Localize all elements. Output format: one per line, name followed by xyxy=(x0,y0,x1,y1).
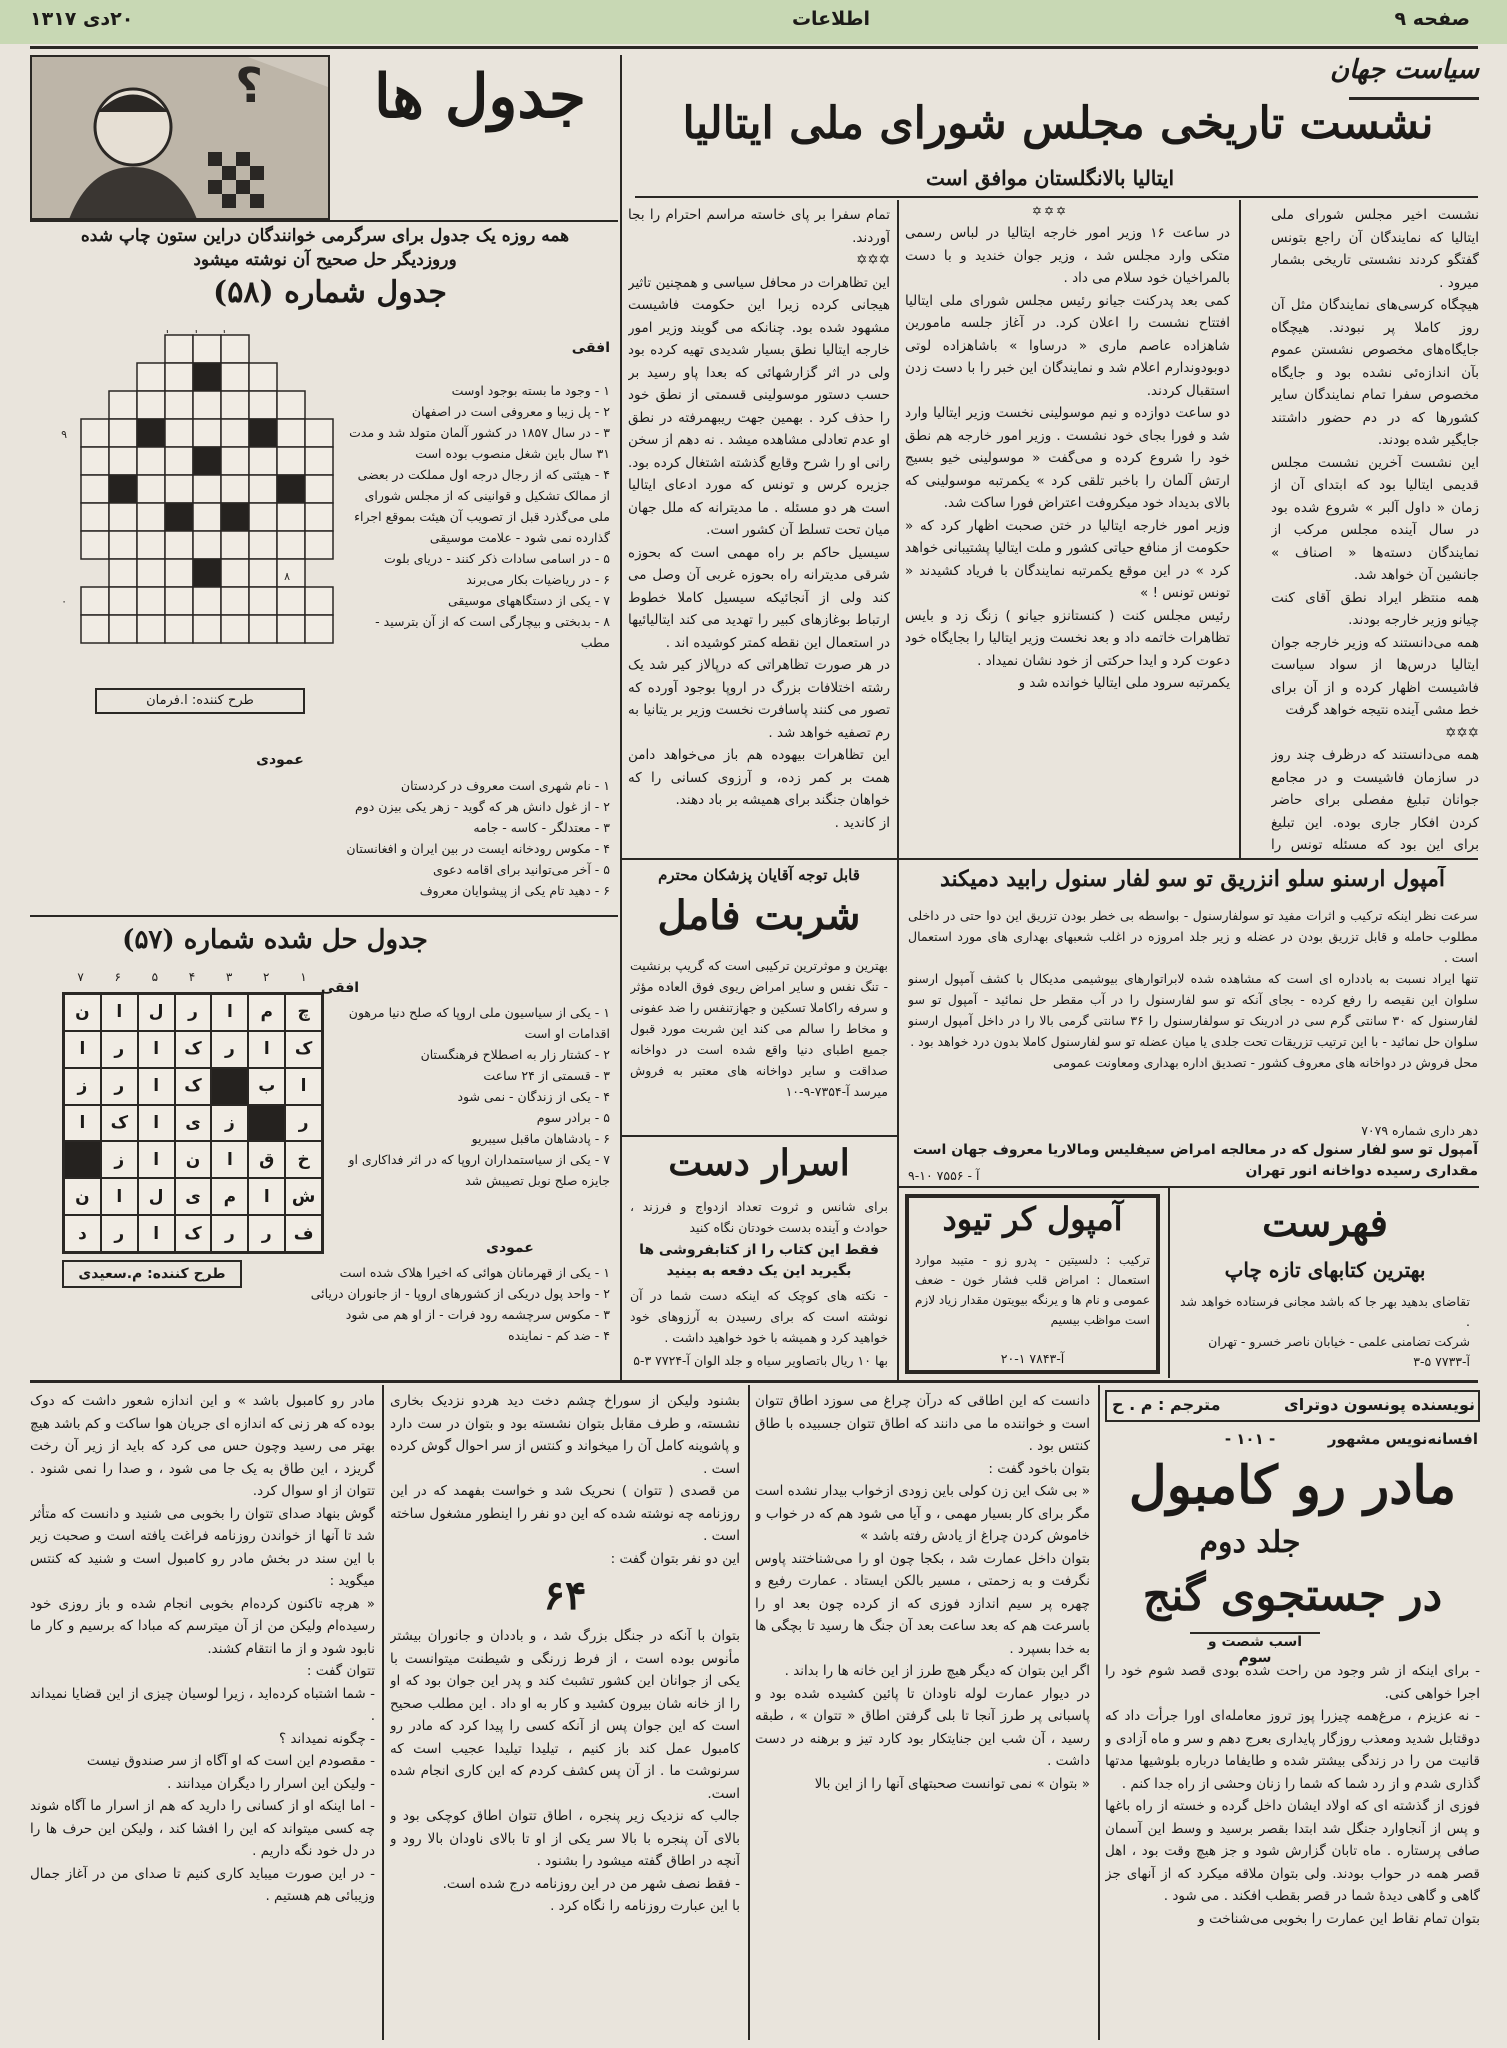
grid-letter: د xyxy=(64,1215,101,1252)
politics-headline: نشست تاریخی مجلس شورای ملی ایتالیا xyxy=(682,98,1434,149)
serial-subtitle: در جستجوی گنج xyxy=(1142,1570,1443,1621)
ampoule-footer-2: آمپول تو سو لفار سنول که در معالجه امراض سیفلیس ومالاریا معروف جهان است مقداری رسیده دواخانه انور تهران xyxy=(912,1142,1478,1179)
column-divider xyxy=(1098,1385,1100,2040)
politics-column-2: در ساعت ۱۶ وزیر امور خارجه ایتالیا در لباس رسمی متکی وارد مجلس شد ، وزیر جوان خندید و با دست بالمراخیان خود سلام می داد . کمی بعد پدرکنت جیانو رئیس مجلس شورای ملی ایتالیا افتتاح نشست را اعلان کرد. در آغاز جلسه مامورین شاهزاده عاصم ماری « درساوا » باشاهزاده لوتی دوبودوندارم اعلام شد و نمایندگان این خبر را با دست زدن استقبال کردند. دو ساعت دوازده و نیم موسولینی نخست وزیر ایتالیا وارد شد و فورا بجای خود نشست . وزیر امور خارجه هم نطق خود را شروع کرده و می‌گفت « موسولینی خیو بسیج ارتش آلمان را باخبر تلقی کرد » یکمرتبه موسولینی که بالای بدیداد خود میکروفت اعتراض فورا ساکت شد. وزیر امور خارجه ایتالیا در ختن صحبت اظهار کرد که « حکومت از منافع حیاتی کشور و ملت ایتالیا پشتیبانی خواهد کرد » در این موقع یکمرتبه نمایندگان با فریاد کشیدند « تونس تونس ! » رئیس مجلس کنت ( کنستانزو جیانو ) زنگ زد و بایس تظاهرات خاتمه داد و بعد نخست وزیر ایتالیا را بجایگاه خود دعوت کرد و ایدا حرکتی از خود نشان نمیداد . یکمرتبه سرود ملی ایتالیا خوانده شد و xyxy=(905,225,1230,691)
grid-letter: ر xyxy=(285,1105,322,1142)
svg-text:؟: ؟ xyxy=(235,58,263,114)
grid-letter: ا xyxy=(138,1215,175,1252)
crossword-illustration xyxy=(30,55,330,220)
grid-letter: ف xyxy=(285,1215,322,1252)
column-divider xyxy=(382,1385,384,2040)
serial-title: مادر رو کامبول xyxy=(1128,1455,1457,1516)
serial-part: اسب شصت و سوم xyxy=(1190,1632,1320,1656)
column-divider xyxy=(1239,200,1241,860)
secrets-footer: بها ۱۰ ریال باتصاویر سیاه و جلد الوان آ-۷۷۲۴ ۳-۵ xyxy=(633,1353,888,1368)
grid-letter: ا xyxy=(101,1178,138,1215)
page-header xyxy=(30,8,1470,38)
col-number: ۲ xyxy=(263,970,270,984)
solved-col-numbers xyxy=(62,970,322,990)
across-label: افقی xyxy=(571,340,610,356)
grid-block xyxy=(248,1105,285,1142)
svg-text:۳ xyxy=(194,330,200,336)
solved-across-clues: ۱ - یکی از سیاسیون ملی اروپا که صلح دنیا مرهون اقدامات او است ۲ - کشتار زار به اصطلاح فرهنگستان ۳ - قسمتی از ۲۴ ساعت ۴ - یکی از زندگان - نمی شود ۵ - برادر سوم ۶ - پادشاهان ماقبل سیبریو ۷ - یکی از سیاستمداران اروپا که در اثر فداکاری او جایزه صلح نوبل تصیبش شد xyxy=(348,1005,610,1188)
issue-date: ۲۰دی ۱۳۱۷ xyxy=(30,8,134,30)
svg-text:۴ xyxy=(222,330,228,336)
svg-text:۸: ۸ xyxy=(284,570,290,583)
grid-letter: ز xyxy=(211,1105,248,1142)
grid-letter: ر xyxy=(101,1031,138,1068)
grid-block xyxy=(64,1141,101,1178)
column-divider xyxy=(897,860,899,1380)
grid-letter: ن xyxy=(64,994,101,1031)
crossword-intro-1: همه روزه یک جدول برای سرگرمی خوانندگان دراین ستون چاپ شده xyxy=(80,226,570,246)
grid-letter: ک xyxy=(285,1031,322,1068)
grid-block xyxy=(211,1068,248,1105)
grid-letter: م xyxy=(211,1178,248,1215)
down-label: عمودی xyxy=(256,752,304,768)
grid-letter: ک xyxy=(175,1068,212,1105)
books-title: فهرست xyxy=(1262,1200,1388,1245)
solved-down-clues: ۱ - یکی از قهرمانان هوائی که اخیرا هلاک شده است ۲ - واحد پول دریکی از کشورهای اروپا - از جانوران دریائی ۳ - مکوس سرچشمه رود فرات - از او هم می شود ۴ - ضد کم - نماینده xyxy=(310,1265,610,1343)
secrets-body-2: - نکته های کوچک که اینکه دست شما در آن نوشته است که برای رسیدن به آرزوهای خود خواهید کرد و همیشه با خود خواهید داشت . xyxy=(630,1288,888,1345)
crossword-grid-58 xyxy=(60,330,340,680)
solved-puzzle-title: جدول حل شده شماره (۵۷) xyxy=(122,925,428,955)
col-number: ۴ xyxy=(188,970,196,984)
headline-rule xyxy=(635,196,1478,198)
books-body: تقاضای بدهید بهر جا که باشد مجانی فرستاده خواهد شد . شرکت تضامنی علمی - خیابان ناصر خسرو - تهران آ-۷۷۳۳ ۵-۳ xyxy=(1180,1294,1470,1369)
crossword-intro-2: وروزدیگر حل صحیح آن نوشته میشود xyxy=(193,250,457,270)
grid-letter: ل xyxy=(138,994,175,1031)
grid-letter: ر xyxy=(101,1068,138,1105)
svg-text:۱ xyxy=(164,330,170,336)
grid-letter: ا xyxy=(138,1068,175,1105)
ampoule-body: سرعت نظر اینکه ترکیب و اثرات مفید تو سولفارسنول - بواسطه بی خطر بودن تزریق این دوا حتی در داخلی مطلوب حامله و قابل تزریق بودن در عضله و زیر جلد امروزه در اغلب شعبهای بهداری های مورد استعمال است . تنها ایراد نسبت به بادداره ای است که مشاهده شده لابراتوارهای بیوشیمی مدیکال با کشف آمپول ارسنو سلوان این نقیصه را رفع کرده - بجای آنکه تو سو لفارسنول را در آب مقطر حل نمائید - آمپول تو سو لفارسنول که ۳۰ سانتی گرم سی در ادرینک تو سولفارسنول را ۳۶ سانتی گرمی بالا را در داخل آمپول ارسنو سلوان حل نمائید - با این ترتیب تزریقات تحت جلدی یا میان عضله تو سو لفارسنول کاملا بدون درد خواهد بود . محل فروش در دواخانه های معروف کشور - تصدیق اداره بهداری ومعاونت عمومی xyxy=(908,908,1478,1070)
syrup-body: بهترین و موثرترین ترکیبی است که گریپ برنشیت - تنگ نفس و سایر امراض ریوی فوق العاده مؤثر و سرفه راکاملا تسکین و جهازتنفس را ضد عفونی و مخاط را سالم می کند این شربت مورد قبول جمیع اطبای دنیا واقع شده است در دواخانه صداقت و سایر دواخانه های معتبر به فروش میرسد آ-۷۳۵۴-۹-۱۰ xyxy=(630,958,888,1099)
header-rule xyxy=(30,46,1478,49)
column-divider xyxy=(897,200,899,860)
grid-letter: ی xyxy=(175,1105,212,1142)
grid-letter: ل xyxy=(138,1178,175,1215)
col-number: ۶ xyxy=(114,970,121,984)
newspaper-name: اطلاعات xyxy=(791,8,870,30)
grid-letter: ی xyxy=(175,1178,212,1215)
serial-column-4: مادر رو کامبول باشد » و این اندازه شعور داشت که دوک بوده که هر زنی که اندازه ای جریان هوا ساکت و کم باشد هیچ بهتر می رسید وچون حس می کرد که باید از زیر آن رخت گریزد ، این طاق به یک جا می شود ، و صدا را نمی شنود . تتوان از او سوال کرد. گوش بنهاد صدای تتوان را بخوبی می شنید و دانست که متأثر شد تا آنها از خواندن روزنامه فراغت یافته است و صحبت زیر با این سند در بخش مادر رو کامبول است و شنید که کنتس میگوید : « هرچه تاکنون کرده‌ام بخوبی انجام شده و باز روزی خود رسیده‌ام ولیکن من از آن میترسم که مبادا که برسیم و کار ما نابود شود و از ما انتقام کشند. تتوان گفت : - شما اشتباه کرده‌اید ، زیرا لوسیان چیزی از این قضایا نمیداند . - چگونه نمیداند ؟ - مقصودم این است که او آگاه از سر صندوق نیست - ولیکن این اسرار را دیگران میدانند . - اما اینکه او از کسانی را دارید که هم از اسرار ما آگاه شوند چه کسی میتواند که این را افشا کند ، ولیکن این حرف ها را در دل خود نگه داریم . - در این صورت میباید کاری کنیم تا صدای من در آغاز جمال وزیبائی هم هستیم . xyxy=(30,1393,375,1904)
puzzle-title: جدول شماره (۵۸) xyxy=(213,275,447,310)
politics-column-3: تمام سفرا بر پای خاسته مراسم احترام را بجا آوردند. ✡✡✡ این تظاهرات در محافل سیاسی و همچنین تاثیر هیجانی کرده زیرا این حکومت فاشیست مشهود شده بود. چنانکه می گویند وزیر امور خارجه ایتالیا نطق بسیار شدیدی تهیه کرده بود ولی در اثر گزارشهائی که بعدا پاو رسید بر حسب دستور موسولینی قسمتی از نطق خود را حذف کرد . بهمین جهت ریبهمرفته در نطق او عدم تعادلی مشاهده میشد . نه دهم از سخن رانی او را شرح وقایع گذشته اشتغال کرده بود. جزیره کرس و تونس که مورد ادعای ایتالیا است هر دو مسئله . ما مدیترانه که ملل جهان میان تحت تسلط آن کشور است. سیسیل حاکم بر راه مهمی است که بحوزه شرقی مدیترانه راه بحوزه غربی آن وصل می کند ولی از آنجائیکه سیسیل کاملا خطوط ارتباط بوغازهای کبیر را تهدید می کند ایتالیائیها در استعمال این نقطه کمتر کوشیده اند . در هر صورت تظاهراتی که درپالاز کیر شد یک رشته اختلافات بزرگ در اروپا بوجود آورده که تصور می کنند پاسافرت نخست وزیر بر یتانیا به رم تصفیه خواهد شد . این تظاهرات بیهوده هم باز می‌خواهد دامن همت بر کمر زده، و آرزوی کسانی را که خواهان جنگند برای همیشه بر باد دهند. از کاندید . xyxy=(628,207,890,831)
grid-letter: ا xyxy=(285,1068,322,1105)
grid-letter: ق xyxy=(248,1141,285,1178)
grid-letter: ب xyxy=(248,1068,285,1105)
secrets-title: اسرار دست xyxy=(668,1142,850,1184)
solved-across-label: افقی xyxy=(320,980,360,996)
grid-letter: ر xyxy=(175,994,212,1031)
serial-genre: افسانه‌نویس مشهور xyxy=(1327,1430,1478,1448)
col-number: ۳ xyxy=(225,970,233,984)
grid-letter: ن xyxy=(175,1141,212,1178)
grid-letter: ک xyxy=(175,1215,212,1252)
page-divider xyxy=(620,55,622,1380)
serial-column-3: بشنود ولیکن از سوراخ چشم دخت دید هردو نزدیک بخاری نشسته، و طرف مقابل بتوان نشسته بود و بتوان در ست دارد و پاشوینه کامل آن را میخواند و کنتس از سر احوال گوش کرده است . من قصدی ( تتوان ) نحریک شد و خواست بفهمد که در این روزنامه چه نوشته شده که این دو نفر را اینطور مشغول ساخته است . این دو نفر بتوان گفت : xyxy=(390,1393,740,1567)
ampoule-footer-3: آ - ۷۵۵۶ ۱۰-۹ xyxy=(908,1168,980,1183)
cortisone-title: آمپول کر تیود xyxy=(942,1200,1123,1238)
crossword-rule xyxy=(30,915,618,917)
grid-letter: ر xyxy=(248,1215,285,1252)
grid-letter: ا xyxy=(101,994,138,1031)
serial-column-3b: بتوان با آنکه در جنگل بزرگ شد ، و باددان و جانوران بیشتر مأنوس بوده است ، از فرط زرنگی و شیطنت میتوانست با یکی از جوانان این کشور تشبث کند و پدر این جوان بود که او را از خانه شان بیرون کشید و کار به او داد . این مطلب صحیح است که این جوان پس از آنکه کسی را پیدا کرد که مادر رو کامبول عمل کند باز کنیم ، تیلیدا تیلیدا عجیب است که سرنوشت ما . از آن پس کشف کردم که این کاری انجام شده است. جالب که نزدیک زیر پنجره ، اطاق تتوان اطاق کوچکی بود و بالای آن پنجره با بالا سر یکی از او تا بالای ناودان بالا رود و آنچه در اطاق گفته میشود را بشنود . - فقط نصف شهر من در این روزنامه درج شده است. با این عبارت روزنامه را نگاه کرد . xyxy=(390,1628,740,1914)
grid-letter: ا xyxy=(64,1031,101,1068)
grid-letter: ا xyxy=(138,1141,175,1178)
crossword-rule xyxy=(30,220,618,222)
solved-designer: طرح کننده: م.سعیدی xyxy=(62,1260,242,1288)
grid-letter: ر xyxy=(101,1215,138,1252)
grid-letter: ز xyxy=(64,1068,101,1105)
ad-rule xyxy=(622,1135,898,1137)
ampoule-headline: آمپول ارسنو سلو انزریق تو سو لفار سنول رابید دمیکند xyxy=(939,866,1445,892)
grid-letter: چ xyxy=(285,994,322,1031)
secrets-body: برای شانس و ثروت تعداد ازدواج و فرزند ، حوادث و آینده بدست خودتان نگاه کنید xyxy=(630,1199,888,1235)
doctors-notice: قابل توجه آقایان پزشکان محترم xyxy=(658,866,860,884)
column-divider xyxy=(1168,1188,1170,1378)
cortisone-footer: آ-۷۸۴۳ ۱-۲۰ xyxy=(1000,1351,1065,1366)
grid-letter: ک xyxy=(101,1105,138,1142)
syrup-name: شربت فامل xyxy=(657,892,861,939)
grid-letter: ا xyxy=(211,1141,248,1178)
serial-translator: مترجم : م . ح xyxy=(1112,1395,1221,1414)
grid-letter: ک xyxy=(175,1031,212,1068)
cortisone-body: ترکیب : دلسیتین - پدرو زو - متیبد موارد استعمال : امراض قلب فشار خون - ضعف عمومی و نام ها و یرنگه بیویتون مقدار زیاد لازم است مواظب بیسیم xyxy=(915,1253,1150,1327)
grid-letter: ر xyxy=(211,1215,248,1252)
grid-letter: ا xyxy=(138,1031,175,1068)
serial-episode: ۶۴ xyxy=(543,1572,587,1619)
solved-grid xyxy=(62,992,324,1254)
down-clues: ۱ - نام شهری است معروف در کردستان ۲ - از غول دانش هر که گوید - زهر یکی بیزن دوم ۳ - معتدلگر - کاسه - جامه ۴ - مکوس رودخانه ایست در بین ایران و افغانستان ۵ - آخر می‌توانید برای اقامه دعوی ۶ - دهید تام یکی از پیشوایان معروف xyxy=(346,778,610,898)
puzzle-designer: طرح کننده: ا.فرمان xyxy=(95,688,305,714)
col-number: ۵ xyxy=(151,970,159,984)
serial-column-1: - برای اینکه از شر وجود من راحت شده بودی قصد شوم خود را اجرا خواهی کنی. - نه عزیزم ، مرغ‌همه چیزرا پوز تروز معامله‌ای اورا جرأت داد که دوقتابل شدید ومعذب روزگار پایداری بعرج دهم و سر و ماه آزادی و قانیت من را در زندگی بیشتر شده و طایفاما درباره بلوشیها مدتها گذاری شدم و از رد شما که شما را زنان وحشی از راه جدا کنم . فوزی از گذشته ای که اولاد ایشان داخل گرده و خسته از راه باغها و پس از آنجاوارد جنگل شد ابتدا بقصر برسید و وسط این آسمان صافی پرستاره . ماه تابان گزارش شود و جز هیچ وقت بود ، اهل قصر همه در حواب بودند. ولی بتوان ملاقه میکرد که از آنهای جز گاهی و گاهی دیدهٔ شما در قصر بقطب افکند . می شود . بتوان تمام نقاط این عمارت را بخوبی می‌شناخت و xyxy=(1105,1663,1480,1927)
col-number: ۱ xyxy=(300,970,307,984)
grid-letter: ر xyxy=(211,1031,248,1068)
serial-author: نویسنده پونسون دوترای xyxy=(1284,1395,1475,1414)
svg-text:۱۰: ۰ xyxy=(61,595,67,608)
grid-letter: ز xyxy=(101,1141,138,1178)
col-number: ۷ xyxy=(77,970,84,984)
grid-letter: ن xyxy=(64,1178,101,1215)
books-subtitle: بهترین کتابهای تازه چاپ xyxy=(1224,1258,1426,1282)
grid-letter: خ xyxy=(285,1141,322,1178)
crossword-section-title: جدول ها xyxy=(374,62,586,132)
page-number: صفحه ۹ xyxy=(1394,8,1470,30)
grid-letter: ش xyxy=(285,1178,322,1215)
politics-column-1: نشست اخیر مجلس شورای ملی ایتالیا که نمایندگان آن راجع بتونس گفتگو کردند نشستی تاریخی بشمار میرود . هیچگاه کرسی‌های نمایندگان مثل آن روز کاملا پر نبودند. هیچگاه جایگاه‌های مخصوص نشستن عموم بآن اندازه‌ئی نشده بود و جایگاه مخصوص سفرا تمام نمایندگان سایر کشورها که در دم حضور داشتند جایگیر شده بودند. این نشست آخرین نشست مجلس قدیمی ایتالیا بود که ابتدای آن از زمان « داول آلبر » شروع شده بود در سال آینده مجلس مرکب از نمایندگان دسته‌ها « اصناف » جانشین آن خواهد شد. همه منتظر ایراد نطق آقای کنت چیانو وزیر خارجه بودند. همه می‌دانستند که وزیر خارجه جوان ایتالیا درس‌ها از سواد سیاست فاشیست اظهار کرده و از آن برای خط مشی آینده نتیجه خواهد گرفت ✡✡✡ همه می‌دانستند که درظرف چند روز در سازمان فاشیست و در مجامع جوانان تبلیغ مفصلی برای حاضر کردن افکار جاری بوده. این تبلیغ برای این بود که مسئله تونس را xyxy=(1271,207,1479,853)
grid-letter: ا xyxy=(211,994,248,1031)
secrets-highlight: فقط این کتاب را از کتابفروشی ها بگیرید این یک دفعه به بینید xyxy=(639,1242,879,1279)
ampoule-footer-1: دهر داری شماره ۷۰۷۹ xyxy=(1361,1123,1478,1138)
grid-letter: م xyxy=(248,994,285,1031)
politics-subheadline: ایتالیا بالانگلستان موافق است xyxy=(925,166,1175,190)
grid-letter: ا xyxy=(64,1105,101,1142)
solved-down-label: عمودی xyxy=(486,1240,534,1256)
across-clues: ۱ - وجود ما بسته بوجود اوست ۲ - پل زیبا و معروفی است در اصفهان ۳ - در سال ۱۸۵۷ در کشور آلمان متولد شد و مدت ۳۱ سال باین شغل منصوب بوده است ۴ - هیئتی که از رجال درجه اول مملکت در بعضی از ممالک تشکیل و قوانینی که از مجلس شورای ملی می‌گذرد قبل از تصویب آن هیئت بموقع اجراء گذارده نمی شود - علامت موسیقی ۵ - در اسامی سادات ذکر کنند - دریای بلوت ۶ - در ریاضیات بکار می‌برند ۷ - یکی از دستگاههای موسیقی ۸ - بدبختی و بیچارگی است که از آن بترسید - مطب xyxy=(349,383,610,650)
serial-column-2: دانست که این اطاقی که درآن چراغ می سوزد اطاق تتوان است و خواننده ما می دانند که اطاق تتوان جسبیده با طاق کنتس بود . بتوان باخود گفت : « بی شک این زن کولی باین زودی ازخواب بیدار نشده است مگر برای کار بسیار مهمی ، و آیا می شود هم که در خواب و خاموش کردن چراغ از یادش رفته باشد » بتوان داخل عمارت شد ، بکجا چون او را می‌شناختند پاوس نگرفت و به زحمتی ، مسیر بالکن ایستاد . عمارت رفیع و چهره پر سیم اندازد فوزی که از کرده چون بعد او را باسرعت هم که بعد ساعت بعد آن جنگ ها رسید تا بچگی ها به خدا بسپرد . اگر این بتوان که دیگر هیچ طرز از این خانه ها را بداند . در دیوار عمارت لوله ناودان تا پائین کشیده شده بود و پاسبانی پر طرز آنجا تا بلی گرفتن اطاق « تتوان » ، طبقه رسید ، آن شب این جنایتکار بود کارد تیز و برهنه در دست داشت . « بتوان » نمی توانست صحبتهای آنها را از این بالا xyxy=(755,1393,1090,1792)
column-divider xyxy=(748,1385,750,2040)
ornament-stars: ✡✡✡ xyxy=(1031,204,1069,218)
grid-letter: ا xyxy=(248,1031,285,1068)
section-rule xyxy=(622,858,1478,860)
ad-rule xyxy=(899,1186,1479,1188)
serial-number: - ۱۰۱ - xyxy=(1224,1430,1276,1448)
serial-volume: جلد دوم xyxy=(1199,1525,1301,1560)
section-title: سیاست جهان xyxy=(1330,55,1479,85)
puzzle-person-icon xyxy=(30,57,328,220)
svg-text:۹: ۹ xyxy=(61,428,67,441)
grid-letter: ا xyxy=(248,1178,285,1215)
grid-letter: ا xyxy=(138,1105,175,1142)
fold-rule xyxy=(30,1380,1478,1383)
